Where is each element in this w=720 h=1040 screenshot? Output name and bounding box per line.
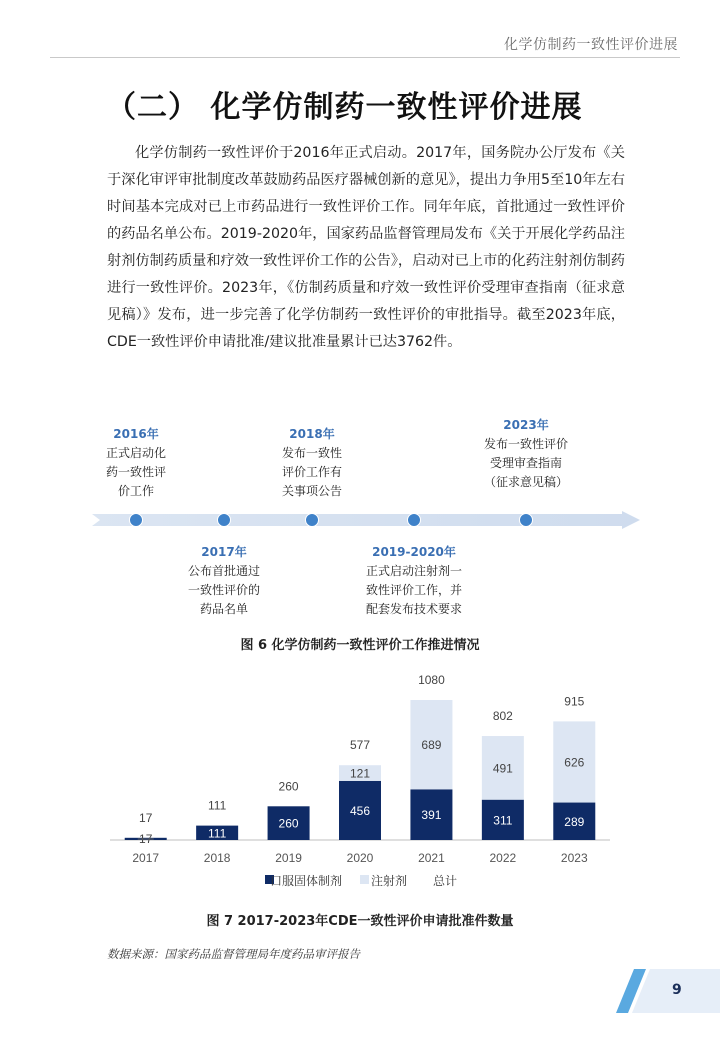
timeline-event [349, 543, 479, 619]
chart-caption: 图 7 2017-2023年CDE一致性评价申请批准件数量 [206, 914, 514, 929]
timeline [92, 410, 640, 620]
timeline-event [159, 543, 289, 619]
legend-label-oral: 口服固体制剂 [269, 874, 343, 888]
timeline-dot-2019-2020 [407, 513, 421, 527]
x-tick-label: 2020 [346, 851, 374, 865]
bar-label-oral: 289 [564, 814, 585, 829]
section-title: （二） 化学仿制药一致性评价进展 [106, 90, 583, 125]
x-tick-label: 2023 [560, 851, 588, 865]
timeline-dot-2023 [519, 513, 533, 527]
legend-label-injection: 注射剂 [370, 874, 408, 888]
timeline-event-year: 2016年 [113, 427, 159, 441]
bar-total-label: 915 [564, 694, 585, 709]
bar-label-oral: 456 [349, 803, 371, 818]
timeline-caption: 图 6 化学仿制药一致性评价工作推进情况 [240, 638, 480, 653]
timeline-dot-2016 [129, 513, 143, 527]
bar-label-injection: 626 [564, 755, 585, 770]
x-tick-label: 2021 [418, 851, 445, 865]
source-note: 数据来源：国家药品监督管理局年度药品审评报告 [107, 947, 360, 961]
timeline-event-year: 2017年 [201, 545, 247, 559]
bar-label-oral: 111 [208, 826, 227, 841]
bar-total-label: 1080 [418, 673, 445, 687]
legend-label-total: 总计 [432, 874, 458, 888]
approvals-stacked-bar-chart [100, 670, 620, 890]
timeline-event [247, 425, 377, 501]
bar-total-label: 802 [492, 709, 513, 724]
timeline-event-text: 发布一致性评价 受理审查指南 （征求意见稿） [483, 437, 568, 489]
timeline-event-text: 正式启动化 药一致性评 价工作 [105, 446, 166, 498]
bar-label-oral: 260 [278, 816, 299, 831]
bar-label-injection: 491 [492, 761, 513, 776]
timeline-event-year: 2023年 [503, 418, 549, 432]
bar-total-label: 111 [208, 798, 227, 813]
timeline-event-year: 2019-2020年 [372, 545, 456, 559]
bar-total-label: 577 [349, 738, 371, 753]
timeline-event-text: 发布一致性 评价工作有 关事项公告 [281, 446, 342, 498]
timeline-event-text: 公布首批通过 一致性评价的 药品名单 [187, 564, 260, 616]
x-tick-label: 2022 [489, 851, 517, 865]
x-tick-label: 2019 [275, 851, 302, 865]
timeline-event [71, 425, 201, 501]
timeline-dot-2017 [217, 513, 231, 527]
page-number: 9 [672, 982, 682, 998]
body-paragraph: 化学仿制药一致性评价于2016年正式启动。2017年，国务院办公厅发布《关于深化审评审批制度改革鼓励药品医疗器械创新的意见》，提出力争用5至10年左右时间基本完成对已上市药品进行一致性评价工作。同年年底，首批通过一致性评价的药品名单公布。2019-2020年，国家药品监督管理局发布《关于开展化学药品注射剂仿制药质量和疗效一致性评价工作的公告》，启动对已上市的化药注射剂仿制药进行一致性评价。2023年，《仿制药质量和疗效一致性评价受理审查指南（征求意见稿）》发布，进一步完善了化学仿制药一致性评价的审批指导。截至2023年底，CDE一致性评价申请批准/建议批准量累计已达3762件。 [107, 145, 625, 350]
page-corner-stripes [616, 969, 720, 1013]
running-header: 化学仿制药一致性评价进展 [504, 37, 678, 53]
timeline-event [461, 416, 591, 492]
bar-label-injection: 689 [421, 738, 442, 753]
timeline-arrow [92, 511, 640, 529]
legend-swatch-injection [360, 875, 369, 884]
x-tick-label: 2017 [132, 851, 160, 865]
header-divider [50, 57, 680, 58]
bar-label-oral: 311 [493, 813, 513, 828]
bar-label-oral: 391 [421, 808, 442, 823]
bar-label-injection: 121 [349, 766, 371, 781]
timeline-event-year: 2018年 [289, 427, 335, 441]
bar-total-label: 17 [139, 811, 153, 825]
x-tick-label: 2018 [203, 851, 231, 865]
timeline-event-text: 正式启动注射剂一 致性评价工作，并 配套发布技术要求 [365, 564, 462, 616]
timeline-dot-2018 [305, 513, 319, 527]
bar-total-label: 260 [278, 779, 299, 794]
bar-label-oral: 17 [139, 832, 153, 846]
